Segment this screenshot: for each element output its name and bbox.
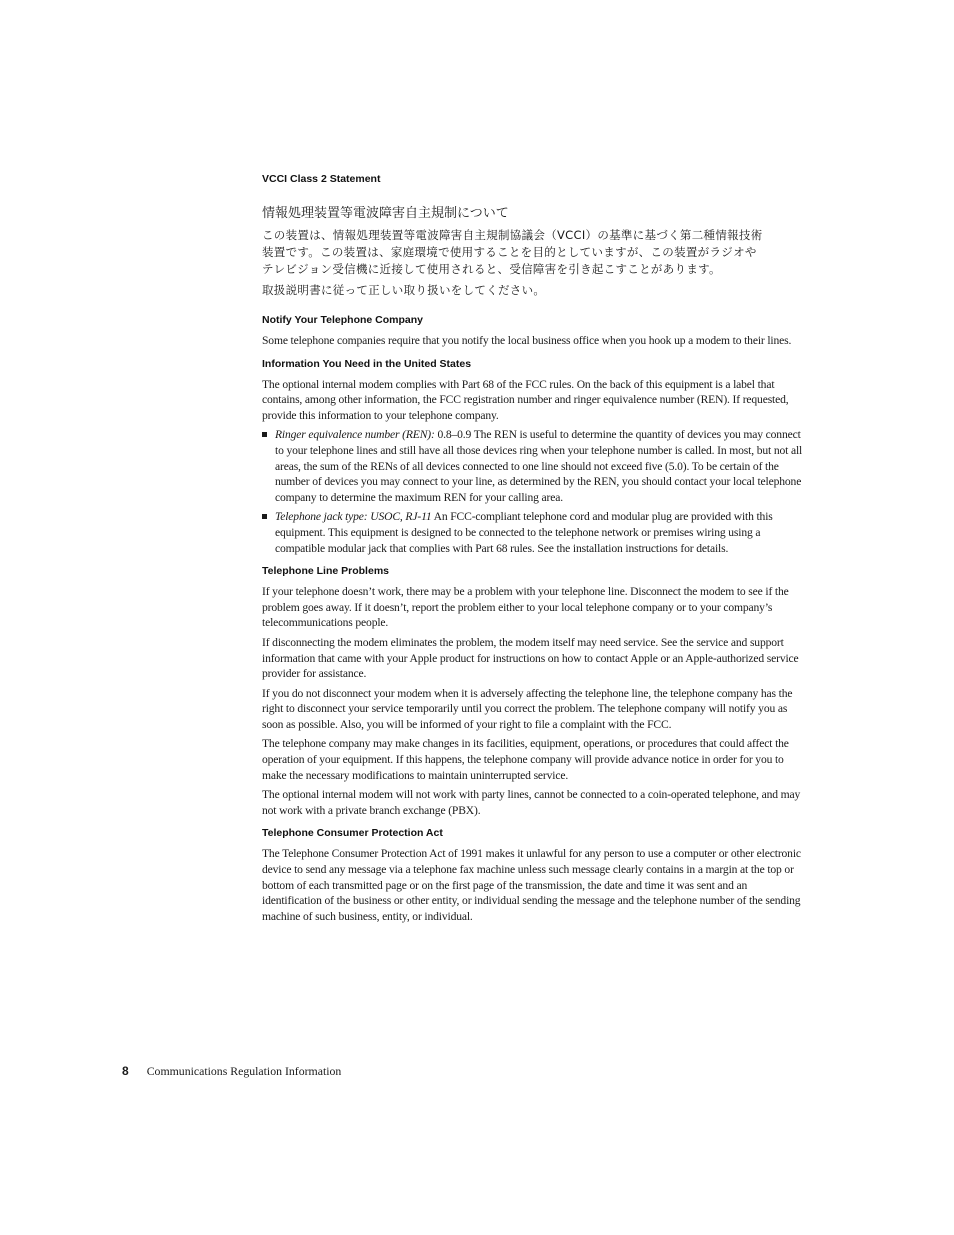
tcpa-heading: Telephone Consumer Protection Act [262,827,443,840]
bullet-square-icon [262,432,267,437]
footer-title: Communications Regulation Information [146,1064,342,1078]
line-problems-paragraph: If your telephone doesn’t work, there may be a problem with your telephone line. Disconnect the modem to see if the problem goes away. If it doesn’t, report the problem either to your local telephone company or to your company’s telecommunications people. [262,585,789,630]
info-us-paragraph: The optional internal modem complies with Part 68 of the FCC rules. On the back of this equipment is a label that contains, among other information, the FCC registration number and ringer equivalence number (REN). If requested, provide this information to your telephone company. [262,377,789,422]
line-problems-paragraph: If you do not disconnect your modem when it is adversely affecting the telephone line, the telephone company has the right to disconnect your service temporarily until you correct the problem. The telephone company will notify you as soon as possible. Also, you will be informed of your right to file a complaint with the FCC. [262,686,793,731]
notify-paragraph: Some telephone companies require that you notify the local business office when you hook up a modem to their lines. [262,334,792,347]
info-us-heading: Information You Need in the United States [262,357,472,370]
page-number: 8 [122,1064,129,1078]
list-item [262,427,804,505]
line-problems-paragraph: The telephone company may make changes in its facilities, equipment, operations, or procedures that could affect the operation of your equipment. If this happens, the telephone company will provide advance notice in order for you to make the necessary modifications to maintain uninterrupted service. [262,737,789,782]
bullet-label: Ringer equivalence number (REN): [275,428,435,442]
notify-heading: Notify Your Telephone Company [262,314,424,326]
vcci-heading: VCCI Class 2 Statement [262,173,381,185]
document-page [262,172,804,924]
bullet-text: 0.8–0.9 The REN is useful to determine the quantity of devices you may connect to your telephone lines and still have all those devices ring when your telephone number is called. In most, but not all areas, the sum of the RENs of all devices connected to one line should not exceed five (5.0). To be certain of the number of devices you may connect to your line, as determined by the REN, you should contact your local telephone company to determine the maximum REN for your calling area. [275,428,803,504]
line-problems-heading: Telephone Line Problems [262,565,389,578]
tcpa-paragraph: The Telephone Consumer Protection Act of 1991 makes it unlawful for any person to use a computer or other electronic device to send any message via a telephone fax machine unless such message clearly contains in a margin at the top or bottom of each transmitted page or on the first page of the transmission, the date and time it was sent and an identification of the business or other entity, or individual sending the message and the telephone number of the sending machine of such business, entity, or individual. [262,847,801,923]
vcci-jp-note: 取扱説明書に従って正しい取り扱いをしてください。 [262,283,546,297]
line-problems-paragraph: If disconnecting the modem eliminates the problem, the modem itself may need service. See the service and support information that came with your Apple product for instructions on how to contact Apple or an Apple-authorized service provider for assistance. [262,635,799,681]
line-problems-paragraph: The optional internal modem will not work with party lines, cannot be connected to a coin-operated telephone, and may not work with a private branch exchange (PBX). [262,788,801,817]
vcci-jp-line: この装置は、情報処理装置等電波障害自主規制協議会（VCCI）の基準に基づく第二種情報技術 [262,228,763,242]
vcci-jp-paragraph [262,227,804,278]
info-us-bullet-list [262,427,804,556]
vcci-jp-line: テレビジョン受信機に近接して使用されると、受信障害を引き起こすことがあります。 [262,262,721,276]
vcci-jp-line: 装置です。この装置は、家庭環境で使用することを目的としていますが、この装置がラジオや [262,245,757,259]
list-item [262,509,804,556]
vcci-jp-title: 情報処理装置等電波障害自主規制について [262,206,509,221]
bullet-square-icon [262,514,267,519]
bullet-label: Telephone jack type: USOC, RJ-11 [275,510,432,524]
bullet-text: An FCC-compliant telephone cord and modular plug are provided with this equipment. This equipment is designed to be connected to the telephone network or premises wiring using a compatible modular jack that complies with Part 68 rules. See the installation instructions for details. [275,510,773,555]
page-footer [122,1064,341,1079]
